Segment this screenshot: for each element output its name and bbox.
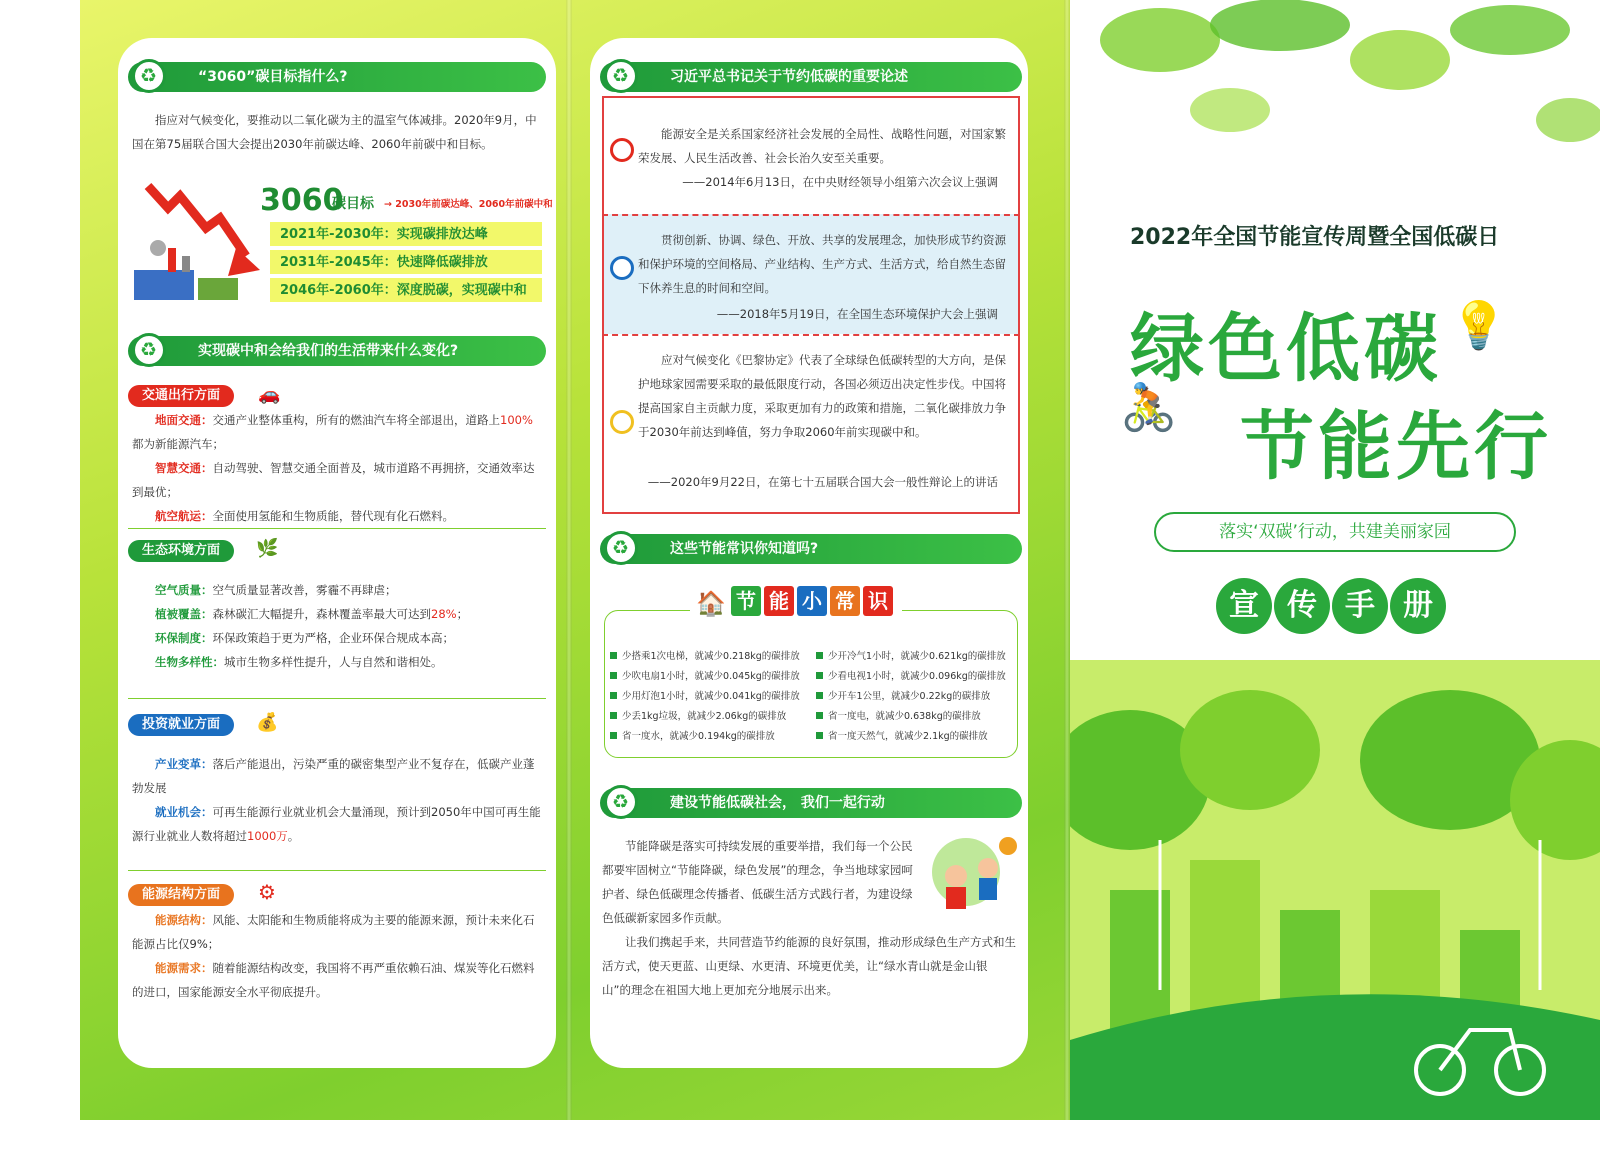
eco-item: 空气质量：空气质量显著改善，雾霾不再肆虐； xyxy=(155,583,397,597)
tip-item: 少丢1kg垃圾，就减少2.06kg的碳排放 xyxy=(610,708,786,722)
quote-block: 贯彻创新、协调、绿色、开放、共享的发展理念，加快形成节约资源和保护环境的空间格局、产业结构、生产方式、生活方式，给自然生态留下休养生息的时间和空间。 ——2018年5月19日，在全国生态环境保护大会上强调 xyxy=(602,214,1020,336)
invest-item: 就业机会：可再生能源行业就业机会大量涌现，预计到2050年中国可再生能源行业就业人数将超过1000万。 xyxy=(132,805,541,843)
leaves-decoration xyxy=(1070,0,1600,200)
clock-icon xyxy=(610,410,634,434)
lightbulb-icon: 💡 xyxy=(1450,298,1508,352)
goal-number: 3060 xyxy=(260,183,344,218)
category-eco: 生态环境方面 xyxy=(128,540,234,562)
goal-note: → 2030年前碳达峰、2060年前碳中和 xyxy=(384,199,553,210)
transport-item: 地面交通：交通产业整体重构，所有的燃油汽车将全部退出，道路上100%都为新能源汽车； xyxy=(132,413,533,451)
tip-item: 少看电视1小时，就减少0.096kg的碳排放 xyxy=(816,668,1006,682)
tip-item: 少用灯泡1小时，就减少0.041kg的碳排放 xyxy=(610,688,800,702)
children-illustration xyxy=(926,832,1022,922)
cover-panel xyxy=(1070,0,1600,1120)
section-header-3060: ♻ “3060”碳目标指什么? xyxy=(128,62,546,92)
main-title-1: 绿色低碳 xyxy=(1130,306,1442,392)
panel-middle xyxy=(590,38,1028,1068)
recycle-icon xyxy=(604,785,638,819)
green-city-illustration xyxy=(1070,660,1600,1120)
section-header-action: ♻ 建设节能低碳社会， 我们一起行动 xyxy=(600,788,1022,818)
energy-item: 能源结构：风能、太阳能和生物质能将成为主要的能源来源，预计未来化石能源占比仅9%； xyxy=(132,913,535,951)
house-icon: 🏠 xyxy=(696,589,726,618)
category-energy: 能源结构方面 xyxy=(128,884,234,906)
tip-item: 少开冷气1小时，就减少0.621kg的碳排放 xyxy=(816,648,1006,662)
tips-banner: 🏠 节 能 小 常 识 xyxy=(690,586,902,618)
tip-item: 省一度水，就减少0.194kg的碳排放 xyxy=(610,728,775,742)
recycle-icon xyxy=(604,531,638,565)
eco-item: 植被覆盖：森林碳汇大幅提升，森林覆盖率最大可达到28%； xyxy=(155,607,469,621)
event-title: 2022年全国节能宣传周暨全国低碳日 xyxy=(1130,225,1500,250)
leaf-icon: 🌿 xyxy=(256,538,279,559)
section-header-tips: ♻ 这些节能常识你知道吗? xyxy=(600,534,1022,564)
quote-block: 应对气候变化《巴黎协定》代表了全球绿色低碳转型的大方向，是保护地球家园需要采取的最低限度行动，各国必须迈出决定性步伐。中国将提高国家自主贡献力度，采取更加有力的政策和措施，二氧化碳排放力争于2030年前达到峰值，努力争取2060年前实现碳中和。 ——2020年9月22日，在第七十五届联合国大会一般性辩论上的讲话 xyxy=(602,334,1020,514)
panel-left xyxy=(118,38,556,1068)
car-icon: 🚗 xyxy=(258,384,281,405)
milestone-item: 2046年-2060年：深度脱碳，实现碳中和 xyxy=(270,278,542,304)
section-header-quotes: ♻ 习近平总书记关于节约低碳的重要论述 xyxy=(600,62,1022,92)
milestone-item: 2031年-2045年：快速降低碳排放 xyxy=(270,250,542,276)
eco-item: 生物多样性：城市生物多样性提升，人与自然和谐相处。 xyxy=(155,655,443,669)
tip-item: 少吹电扇1小时，就减少0.045kg的碳排放 xyxy=(610,668,800,682)
gear-icon: ⚙ xyxy=(258,880,276,904)
invest-item: 产业变革：落后产能退出，污染严重的碳密集型产业不复存在，低碳产业蓬勃发展 xyxy=(132,757,535,795)
transport-item: 智慧交通：自动驾驶、智慧交通全面普及，城市道路不再拥挤，交通效率达到最优； xyxy=(132,461,535,499)
fold-line xyxy=(566,0,572,1120)
tip-item: 少搭乘1次电梯，就减少0.218kg的碳排放 xyxy=(610,648,800,662)
recycle-icon xyxy=(132,59,166,93)
recycle-icon xyxy=(132,333,166,367)
recycle-icon xyxy=(604,59,638,93)
milestone-item: 2021年-2030年：实现碳排放达峰 xyxy=(270,222,542,248)
divider xyxy=(128,528,546,529)
transport-item: 航空航运：全面使用氢能和生物质能，替代现有化石燃料。 xyxy=(155,509,454,523)
tip-item: 省一度电，就减少0.638kg的碳排放 xyxy=(816,708,981,722)
clock-icon xyxy=(610,256,634,280)
tip-item: 少开车1公里，就减少0.22kg的碳排放 xyxy=(816,688,990,702)
action-paragraph: 节能降碳是落实可持续发展的重要举措，我们每一个公民都要牢固树立“节能降碳，绿色发展”的理念，争当地球家园呵护者、绿色低碳理念传播者、低碳生活方式践行者，为建设绿色低碳新家园多作贡献。 xyxy=(602,839,913,925)
tip-item: 省一度天然气，就减少2.1kg的碳排放 xyxy=(816,728,988,742)
cyclists-icon: 🚴 xyxy=(1120,380,1178,434)
slogan: 落实‘双碳’行动，共建美丽家园 xyxy=(1154,512,1516,552)
section-body: 指应对气候变化，要推动以二氧化碳为主的温室气体减排。2020年9月，中国在第75届联合国大会提出2030年前碳达峰、2060年前碳中和目标。 xyxy=(132,113,537,151)
clock-icon xyxy=(610,138,634,162)
brochure-sheet xyxy=(80,0,1600,1120)
quote-block: 能源安全是关系国家经济社会发展的全局性、战略性问题，对国家繁荣发展、人民生活改善、社会长治久安至关重要。 ——2014年6月13日，在中央财经领导小组第六次会议上强调 xyxy=(602,96,1020,216)
energy-item: 能源需求：随着能源结构改变，我国将不再严重依赖石油、煤炭等化石燃料的进口，国家能源安全水平彻底提升。 xyxy=(132,961,535,999)
category-transport: 交通出行方面 xyxy=(128,385,234,407)
action-paragraph: 让我们携起手来，共同营造节约能源的良好氛围，推动形成绿色生产方式和生活方式，使天更蓝、山更绿、水更清、环境更优美，让“绿水青山就是金山银山”的理念在祖国大地上更加充分地展示出来。 xyxy=(602,935,1016,997)
hand-coin-icon: 💰 xyxy=(256,712,279,733)
category-invest: 投资就业方面 xyxy=(128,714,234,736)
factory-arrow-illustration xyxy=(128,178,268,308)
section-header-changes: ♻ 实现碳中和会给我们的生活带来什么变化? xyxy=(128,336,546,366)
handbook-title: 宣 传 手 册 xyxy=(1216,578,1446,634)
divider xyxy=(128,698,546,699)
main-title-2: 节能先行 xyxy=(1240,404,1552,490)
eco-item: 环保制度：环保政策趋于更为严格，企业环保合规成本高； xyxy=(155,631,454,645)
goal-label: 碳目标 xyxy=(332,196,374,212)
divider xyxy=(128,870,546,871)
